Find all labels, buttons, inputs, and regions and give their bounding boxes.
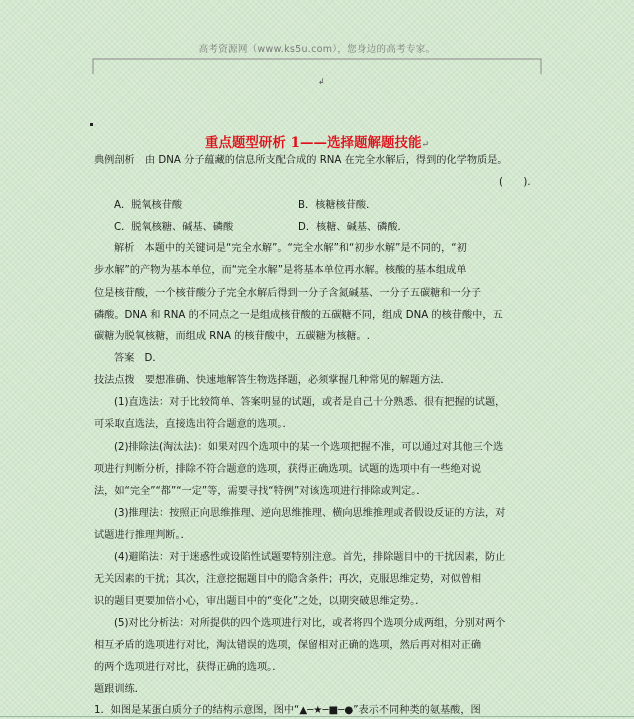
option-c: C．脱氧核糖、碱基、磷酸	[114, 222, 234, 233]
paragraph-mark: ↲	[318, 77, 325, 86]
page-bottom-edge	[0, 716, 634, 717]
practice-heading: 题跟训练．	[94, 684, 145, 695]
tips-intro: 技法点拨 要想准确、快速地解答生物选择题，必须掌握几种常见的解题方法．	[94, 375, 451, 386]
method-1-line-2: 可采取直选法，直接选出符合题意的选项。．	[94, 419, 293, 430]
analysis-line-4: 磷酸。DNA 和 RNA 的不同点之一是组成核苷酸的五碳糖不同，组成 DNA 的核苷酸中，五	[94, 310, 503, 321]
method-2-line-2: 项进行判断分析，排除不符合题意的选项，获得正确选项。试题的选项中有一些绝对说	[94, 464, 482, 475]
header-rule	[0, 0, 634, 90]
answer-line: 答案 D．	[114, 353, 163, 364]
section-title	[0, 131, 634, 151]
method-4-line-1: (4)避陷法：对于迷惑性或设陷性试题要特别注意。首先，排除题目中的干扰因素，防止	[114, 552, 506, 563]
practice-question-1: 1．如图是某蛋白质分子的结构示意图，图中“▲─★─■─●”表示不同种类的氨基酸，图	[94, 705, 481, 716]
method-4-line-3: 识的题目更要加倍小心，审出题目中的“变化”之处，以期突破思维定势。．	[94, 596, 426, 607]
page-header-text: 高考资源网（www.ks5u.com），您身边的高考专家。	[198, 44, 436, 55]
method-2-line-3: 法，如“完全”“都”“一定”等，需要寻找“特例”对该选项进行排除或判定。．	[94, 486, 427, 497]
option-a: A．脱氧核苷酸	[114, 200, 183, 211]
analysis-line-3: 位是核苷酸，一个核苷酸分子完全水解后得到一分子含氮碱基、一分子五碳糖和一分子	[94, 288, 482, 299]
analysis-line-5: 碳糖为脱氧核糖，而组成 RNA 的核苷酸中，五碳糖为核糖。.	[94, 331, 370, 342]
section-title-text: 重点题型研析 1——选择题解题技能	[204, 135, 422, 151]
example-question-answer-slot: ( ).	[499, 177, 531, 188]
method-3-line-1: (3)推理法：按照正向思维推理、逆向思维推理、横向思维推理或者假设反证的方法，对	[114, 508, 506, 519]
method-4-line-2: 无关因素的干扰；其次，注意挖掘题目中的隐含条件；再次，克服思维定势，对似曾相	[94, 574, 482, 585]
bullet-dot	[90, 123, 93, 126]
method-1-line-1: (1)直选法：对于比较简单、答案明显的试题，或者是自己十分熟悉、很有把握的试题，	[114, 397, 506, 408]
method-2-line-1: (2)排除法(淘汰法)：如果对四个选项中的某一个选项把握不准，可以通过对其他三个选	[114, 442, 504, 453]
method-5-line-3: 的两个选项进行对比，获得正确的选项。．	[94, 662, 283, 673]
method-5-line-1: (5)对比分析法：对所提供的四个选项进行对比，或者将四个选项分成两组，分别对两个	[114, 618, 506, 629]
option-b: B．核糖核苷酸．	[298, 200, 377, 211]
example-question-line-1: 典例剖析 由 DNA 分子蕴藏的信息所支配合成的 RNA 在完全水解后，得到的化学物质是。	[94, 155, 508, 166]
option-d: D．核糖、碱基、磷酸．	[298, 222, 408, 233]
analysis-line-1: 解析 本题中的关键词是“完全水解”。“完全水解”和“初步水解”是不同的，“初	[114, 243, 467, 254]
method-3-line-2: 试题进行推理判断。．	[94, 530, 191, 541]
title-return-mark: ↵	[421, 140, 430, 150]
method-5-line-2: 相互矛盾的选项进行对比，淘汰错误的选项，保留相对正确的选项，然后再对相对正确	[94, 640, 482, 651]
analysis-line-2: 步水解”的产物为基本单位，而“完全水解”是将基本单位再水解。核酸的基本组成单	[94, 265, 467, 276]
